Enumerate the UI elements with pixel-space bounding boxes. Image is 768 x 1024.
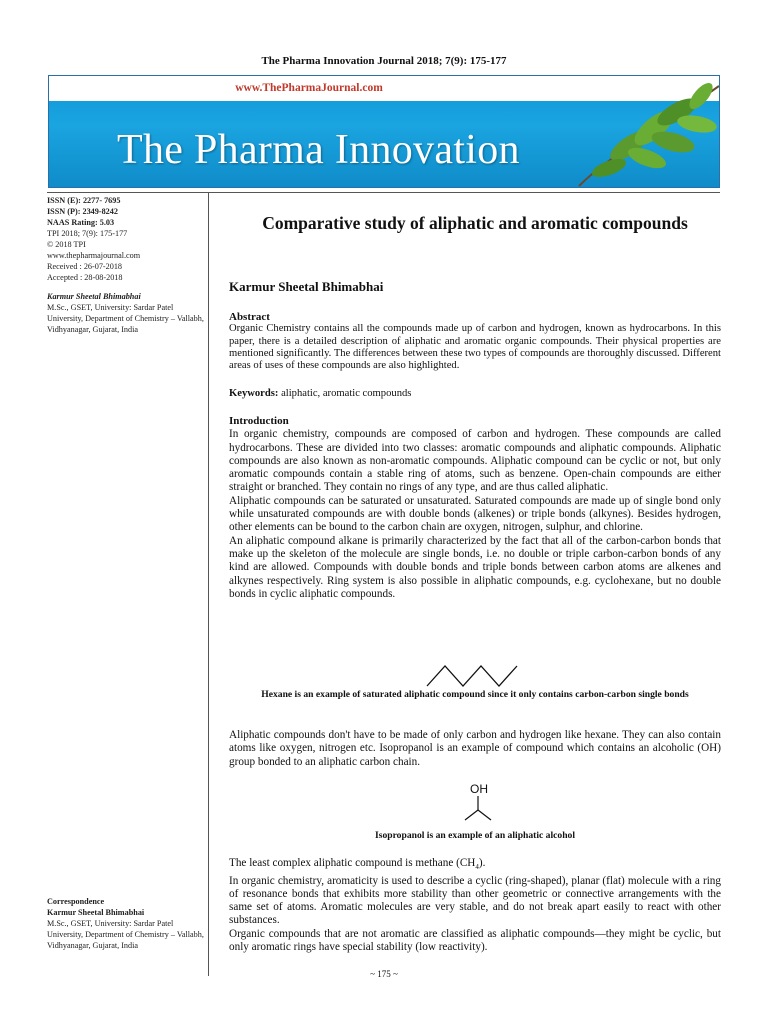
accepted-date: Accepted : 28-08-2018 bbox=[47, 273, 123, 282]
article-metadata bbox=[47, 195, 205, 335]
issn-p: ISSN (P): 2349-8242 bbox=[47, 207, 118, 216]
received-date: Received : 26-07-2018 bbox=[47, 262, 123, 271]
naas-rating: NAAS Rating: 5.03 bbox=[47, 218, 115, 227]
abstract-text: Organic Chemistry contains all the compounds made up of carbon and hydrogen, known as hydrocarbons. In this paper, there is a detailed description of aliphatic and aromatic organic compounds. Their physical properties are mentioned significantly. The differences between these two types of compounds are thoroughly discussed. Different areas of uses of these compounds are also highlighted. bbox=[229, 323, 721, 372]
aromaticity-section bbox=[229, 857, 721, 954]
oh-label: OH bbox=[470, 782, 488, 796]
keywords-list: aliphatic, aromatic compounds bbox=[278, 388, 412, 399]
leaf-icon bbox=[569, 76, 719, 188]
page-number: ~ 175 ~ bbox=[370, 969, 398, 979]
copyright: © 2018 TPI bbox=[47, 240, 86, 249]
sidebar-author-name: Karmur Sheetal Bhimabhai bbox=[47, 292, 141, 301]
intro-paragraph: In organic chemistry, compounds are composed of carbon and hydrogen. These compounds are called hydrocarbons. These are divided into two classes: aromatic compounds and aliphatic compounds. Aliphatic compounds are also known as non-aromatic compounds. Aliphatic compound can be cyclic or not, but only aromatic compounds contain a stable ring of atoms, such as benzene. Open-chain compounds are either straight or branched. They contain no rings of any type, and are thus called aliphatic. bbox=[229, 428, 721, 494]
correspondence-name: Karmur Sheetal Bhimabhai bbox=[47, 908, 145, 917]
isopropanol-paragraph: Aliphatic compounds don't have to be made of only carbon and hydrogen like hexane. They can also contain atoms like oxygen, nitrogen etc. Isopropanol is an example of compound which contains an alcoholic (OH) group bonded to an aliphatic carbon chain. bbox=[229, 729, 721, 768]
correspondence-block bbox=[47, 896, 205, 951]
isopropanol-caption: Isopropanol is an example of an aliphatic alcohol bbox=[375, 830, 575, 841]
header-divider bbox=[47, 192, 720, 193]
introduction-section bbox=[229, 415, 721, 601]
intro-paragraph: An aliphatic compound alkane is primarily characterized by the fact that all of the carbon-carbon bonds that make up the skeleton of the molecule are single bonds, i.e. no double or triple carbon-carbon bonds of any kind are allowed. Compounds with double bonds and triple bonds between carbon atoms are alkenes and alkynes respectively. Ring system is also possible in aliphatic compounds, e.g. cyclohexane, but no double bonds in cyclic aliphatic compounds. bbox=[229, 534, 721, 600]
abstract-section bbox=[229, 311, 721, 372]
tpi-citation: TPI 2018; 7(9): 175-177 bbox=[47, 229, 128, 238]
hexane-structure-icon bbox=[425, 660, 525, 690]
article-author: Karmur Sheetal Bhimabhai bbox=[229, 279, 384, 294]
methane-paragraph bbox=[229, 857, 721, 875]
keywords-label: Keywords: bbox=[229, 388, 279, 399]
article-title: Comparative study of aliphatic and aromatic compounds bbox=[262, 213, 688, 233]
hexane-caption: Hexane is an example of saturated aliphatic compound since it only contains carbon-carbon single bonds bbox=[261, 689, 689, 700]
sidebar-affiliation: M.Sc., GSET, University: Sardar Patel University, Department of Chemistry – Vallabh, Vidhyanagar, Gujarat, India bbox=[47, 303, 204, 334]
intro-paragraph: Aliphatic compounds can be saturated or unsaturated. Saturated compounds are made up of single bond only while unsaturated compounds are with double bonds (alkenes) or triple bonds (alkynes). Besides hydrogen, other elements can be bound to the carbon chain are oxygen, nitrogen, sulphur, and chlorine. bbox=[229, 494, 721, 534]
aliphatic-paragraph: Organic compounds that are not aromatic are classified as aliphatic compounds—they might be cyclic, but only aromatic rings have special stability (low reactivity). bbox=[229, 927, 721, 954]
methane-end: ). bbox=[478, 857, 486, 869]
aromaticity-paragraph: In organic chemistry, aromaticity is used to describe a cyclic (ring-shaped), planar (flat) molecule with a ring of resonance bonds that exhibits more stability than other geometric or connective arrangements with the same set of atoms. Aromatic molecules are very stable, and do not break apart easily to react with other substances. bbox=[229, 874, 721, 927]
isopropanol-structure-icon bbox=[453, 782, 503, 824]
website-link[interactable]: www.thepharmajournal.com bbox=[47, 251, 141, 260]
issn-e: ISSN (E): 2277- 7695 bbox=[47, 196, 121, 205]
correspondence-affiliation: M.Sc., GSET, University: Sardar Patel University, Department of Chemistry – Vallabh, Vidhyanagar, Gujarat, India bbox=[47, 919, 204, 950]
abstract-heading: Abstract bbox=[229, 311, 270, 323]
introduction-heading: Introduction bbox=[229, 415, 289, 427]
correspondence-label: Correspondence bbox=[47, 897, 105, 906]
keywords bbox=[229, 388, 721, 399]
journal-citation: The Pharma Innovation Journal 2018; 7(9): 175-177 bbox=[261, 55, 507, 67]
journal-banner bbox=[48, 75, 720, 188]
banner-title: The Pharma Innovation bbox=[117, 127, 520, 173]
banner-url: www.ThePharmaJournal.com bbox=[235, 82, 383, 94]
methane-subscript: 4 bbox=[475, 863, 479, 872]
methane-text: The least complex aliphatic compound is methane (CH bbox=[229, 857, 476, 869]
column-divider bbox=[208, 192, 209, 976]
